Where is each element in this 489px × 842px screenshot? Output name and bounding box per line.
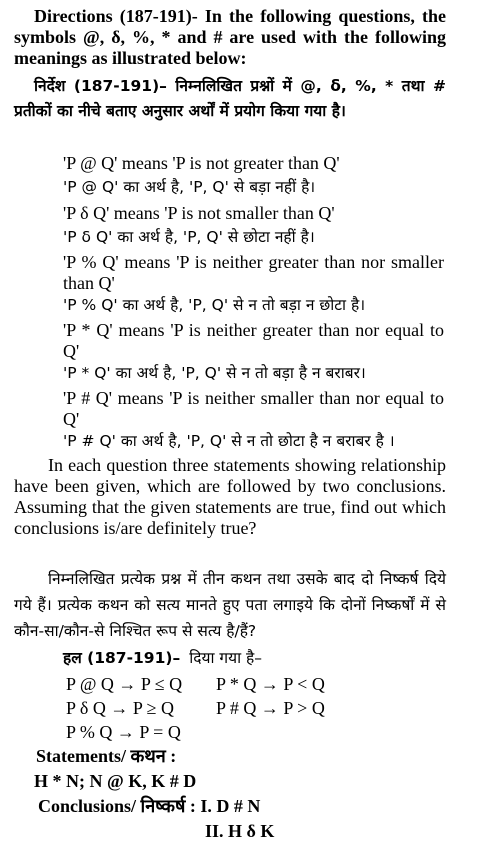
meaning-en-star: 'P * Q' means 'P is neither greater than nor equal to Q' [63,320,444,361]
meaning-hi-star: 'P * Q' का अर्थ है, 'P, Q' से न तो बड़ा है न बराबर। [63,364,366,382]
directions-hindi-text: निर्देश (187-191)– निम्नलिखित प्रश्नों में @, δ, %, * तथा # प्रतीकों का नीचे बताए अनुसार अर्थों में प्रयोग किया गया है। [14,77,446,120]
rule-at: P @ Q → P ≤ Q [66,674,183,694]
conclusions-line [38,796,260,817]
instructions-hindi [14,566,446,644]
statements-label [36,746,176,767]
meaning-hi-hash: 'P # Q' का अर्थ है, 'P, Q' से न तो छोटा है न बराबर है । [63,432,395,450]
meaning-en-hash: 'P # Q' means 'P is neither smaller than nor equal to Q' [63,388,444,429]
conclusions-label: Conclusions/ निष्कर्ष : [38,796,196,816]
directions-hindi [14,73,446,123]
meaning-hi-at: 'P @ Q' का अर्थ है, 'P, Q' से बड़ा नहीं है। [63,178,316,196]
statements-label-text: Statements/ कथन : [36,746,177,766]
rule-hash: P # Q → P > Q [216,698,325,718]
statements-text: H * N; N @ K, K # D [34,771,197,791]
rule-percent: P % Q → P = Q [66,722,181,742]
solution-heading [63,647,262,669]
instructions-english: In each question three statements showing relationship have been given, which are followed by two conclusions. Assuming that the given statements are true, find out which conclusions is/are definitely true? [14,455,446,538]
meaning-en-at: 'P @ Q' means 'P is not greater than Q' [63,153,340,173]
meaning-en-percent: 'P % Q' means 'P is neither greater than nor smaller than Q' [63,252,444,293]
solution-heading-label: हल (187-191)– [63,649,181,667]
meaning-en-delta: 'P δ Q' means 'P is not smaller than Q' [63,203,335,223]
directions-english: Directions (187-191)- In the following questions, the symbols @, δ, %, * and # are used with the following meanings as illustrated below: [14,6,446,68]
conclusion-second: II. H δ K [205,821,275,841]
meaning-hi-percent: 'P % Q' का अर्थ है, 'P, Q' से न तो बड़ा न छोटा है। [63,296,366,314]
instructions-hindi-text: निम्नलिखित प्रत्येक प्रश्न में तीन कथन तथा उसके बाद दो निष्कर्ष दिये गये हैं। प्रत्येक कथन को सत्य मानते हुए पता लगाइये कि दोनों निष्कर्षों में से कौन-सा/कौन-से निश्चित रूप से सत्य है/हैं? [14,570,446,640]
conclusion-first: I. D # N [200,796,261,816]
rule-delta: P δ Q → P ≥ Q [66,698,175,718]
rule-star: P * Q → P < Q [216,674,325,694]
solution-given-label: दिया गया है– [189,649,263,667]
meaning-hi-delta: 'P δ Q' का अर्थ है, 'P, Q' से छोटा नहीं है। [63,228,315,246]
